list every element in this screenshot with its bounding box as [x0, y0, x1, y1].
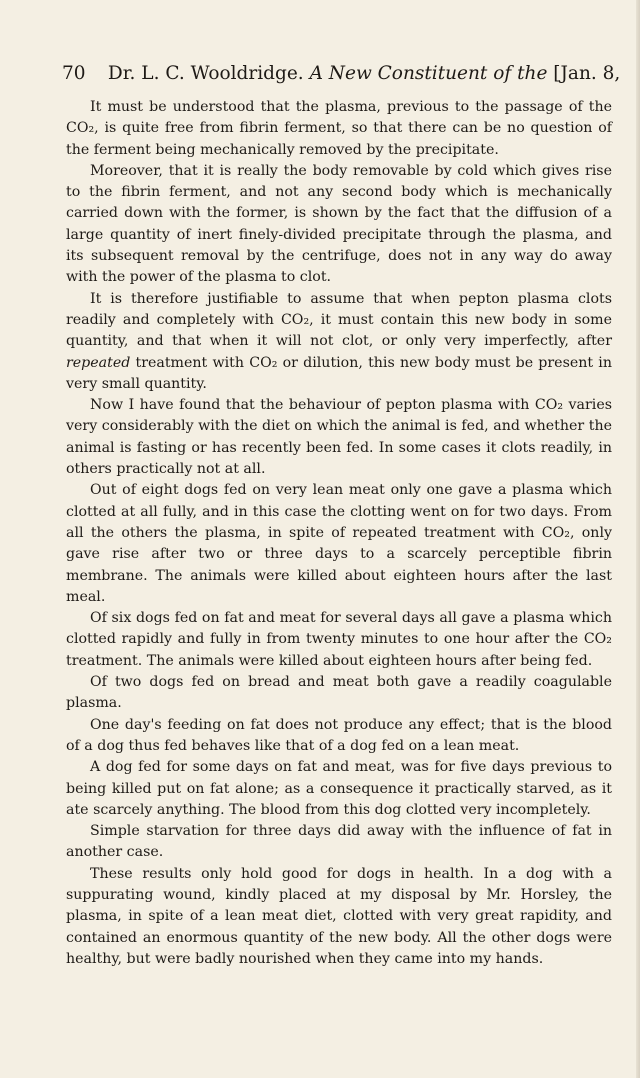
- header-author: Dr. L. C. Wooldridge.: [107, 63, 304, 84]
- paragraph-text: Out of eight dogs fed on very lean meat only one gave a plasma which clotted at all fully, and in this case the clotting went on for two days. From all the others the plasma, in spite of repeated treatment with CO₂, only gave rise after two or three days to a scarcely perceptible fibrin membrane. The animals were killed about eighteen hours after the last meal.: [66, 482, 612, 605]
- paragraph: [66, 608, 612, 672]
- paragraph: [66, 97, 612, 161]
- paragraph-text: treatment with CO₂ or dilution, this new body must be present in very small quantity.: [66, 354, 612, 392]
- paragraph: [66, 480, 612, 608]
- paragraph-text: Moreover, that it is really the body removable by cold which gives rise to the fibrin ferment, and not any second body which is mechanically carried down with the former, is shown by the fact that the diffusion of a large quantity of inert finely-divided precipitate through the plasma, and its subsequent removal by the centrifuge, does not in any way do away with the power of the plasma to clot.: [66, 162, 612, 286]
- page-edge: [636, 0, 640, 1078]
- paragraph: [66, 821, 612, 864]
- paragraph: [66, 672, 612, 715]
- page-number: 70: [62, 63, 86, 84]
- paragraph: [66, 864, 612, 970]
- italic-text: repeated: [66, 354, 131, 371]
- paragraph-text: Of six dogs fed on fat and meat for several days all gave a plasma which clotted rapidly and fully in from twenty minutes to one hour after the CO₂ treatment. The animals were killed about eighteen hours after being fed.: [66, 610, 612, 669]
- body-text: [66, 97, 612, 970]
- header-title: A New Constituent of the: [309, 63, 548, 84]
- header-date: [Jan. 8,: [553, 63, 621, 84]
- running-header: [62, 63, 622, 84]
- paragraph-text: Of two dogs fed on bread and meat both gave a readily coagulable plasma.: [66, 674, 612, 712]
- paragraph-text: One day's feeding on fat does not produce any effect; that is the blood of a dog thus fed behaves like that of a dog fed on a lean meat.: [66, 716, 612, 754]
- paragraph: [66, 161, 612, 289]
- paragraph: [66, 715, 612, 758]
- paragraph-text: It is therefore justifiable to assume that when pepton plasma clots readily and completely with CO₂, it must contain this new body in some quantity, and that when it will not clot, or only very imperfectly, after: [66, 290, 612, 350]
- paragraph: [66, 289, 612, 395]
- paragraph: [66, 757, 612, 821]
- paragraph: [66, 395, 612, 480]
- paragraph-text: It must be understood that the plasma, previous to the passage of the CO₂, is quite free from fibrin ferment, so that there can be no question of the ferment being mechanically removed by the precipitate.: [66, 99, 612, 158]
- paragraph-text: A dog fed for some days on fat and meat, was for five days previous to being killed put on fat alone; as a consequence it practically starved, as it ate scarcely anything. The blood from this dog clotted very incompletely.: [66, 759, 612, 818]
- paragraph-text: Now I have found that the behaviour of pepton plasma with CO₂ varies very considerably with the diet on which the animal is fed, and whether the animal is fasting or has recently been fed. In some cases it clots readily, in others practically not at all.: [66, 397, 612, 478]
- paragraph-text: Simple starvation for three days did away with the influence of fat in another case.: [66, 823, 612, 861]
- paragraph-text: These results only hold good for dogs in health. In a dog with a suppurating wound, kindly placed at my disposal by Mr. Horsley, the plasma, in spite of a lean meat diet, clotted with very great rapidity, and contained an enormous quantity of the new body. All the other dogs were healthy, but were badly nourished when they came into my hands.: [66, 865, 612, 967]
